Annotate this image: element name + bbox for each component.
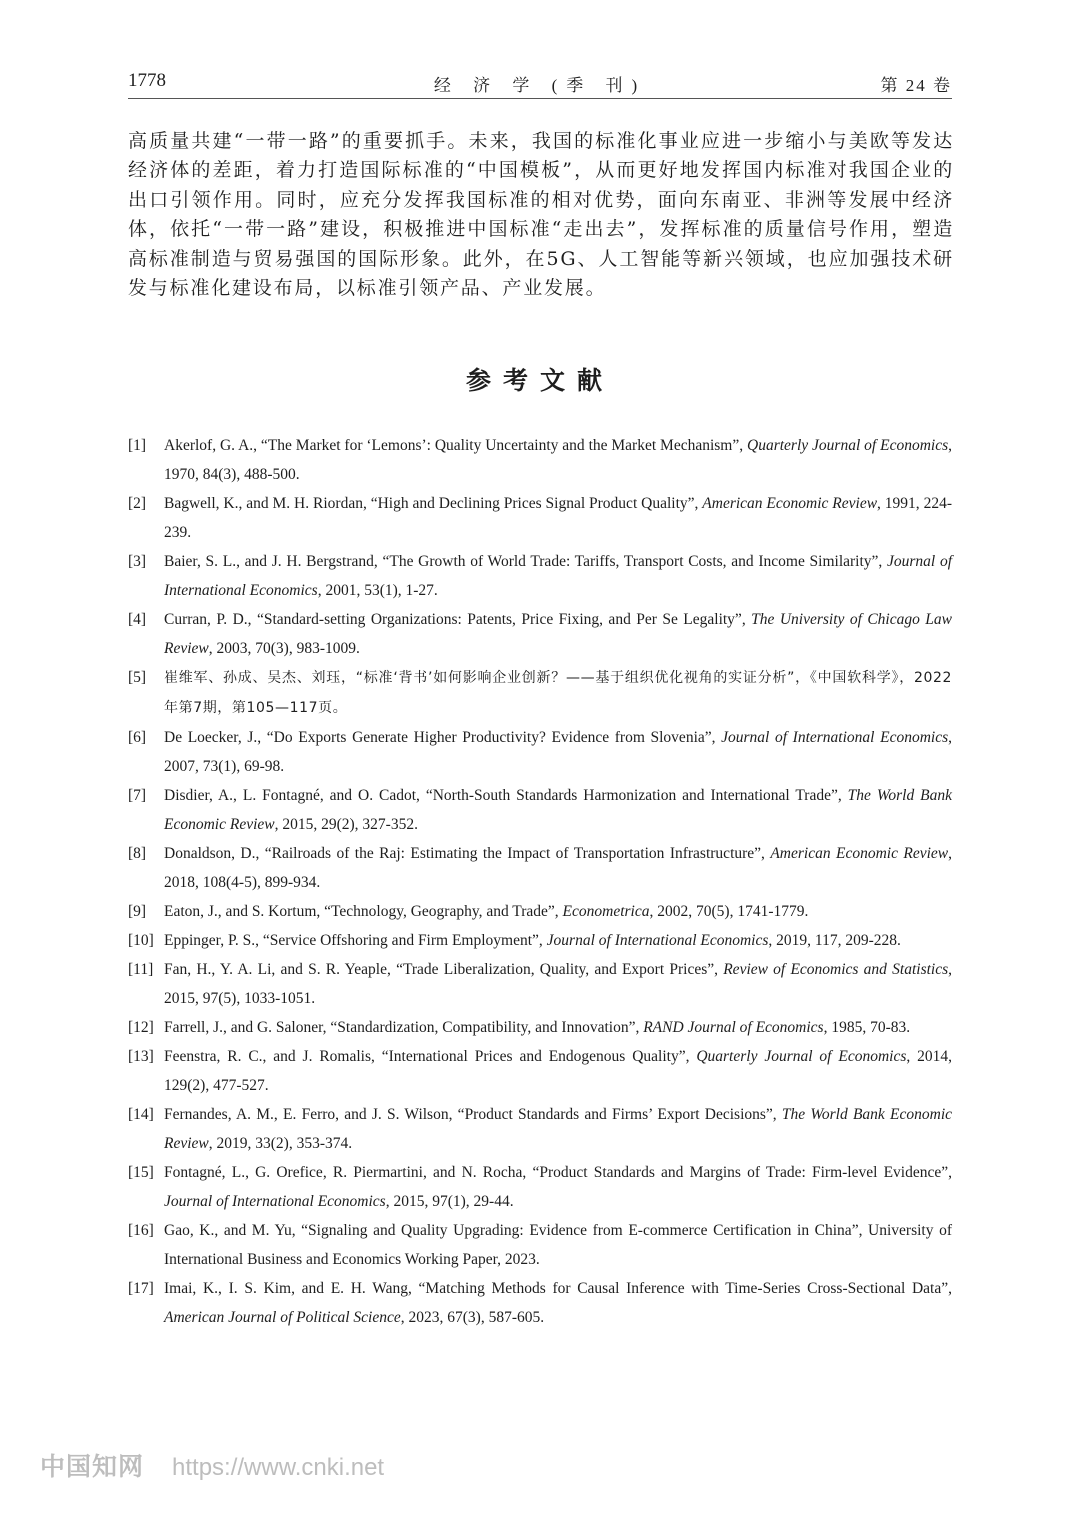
reference-tail: , 2019, 117, 209-228. <box>768 932 901 949</box>
reference-item <box>128 489 952 547</box>
reference-number: [12] <box>128 1019 154 1036</box>
reference-text: 崔维军、孙成、吴杰、刘珏，“标准‘背书’如何影响企业创新？——基于组织优化视角的实证分析”，《中国软科学》，2022年第7期，第105—117页。 <box>164 670 952 716</box>
reference-number: [13] <box>128 1048 154 1065</box>
reference-item <box>128 1274 952 1332</box>
reference-journal: American Economic Review <box>702 495 878 512</box>
reference-item <box>128 723 952 781</box>
reference-journal: The World Bank Economic Review <box>164 787 952 833</box>
reference-text: Fernandes, A. M., E. Ferro, and J. S. Wilson, “Product Standards and Firms’ Export Decisions”, <box>164 1106 782 1123</box>
reference-tail: , 2001, 53(1), 1-27. <box>317 582 438 599</box>
reference-journal: Journal of International Economics <box>546 932 769 949</box>
body-paragraph: 高质量共建“一带一路”的重要抓手。未来，我国的标准化事业应进一步缩小与美欧等发达经济体的差距，着力打造国际标准的“中国模板”，从而更好地发挥国内标准对我国企业的出口引领作用。同时，应充分发挥我国标准的相对优势，面向东南亚、非洲等发展中经济体，依托“一带一路”建设，积极推进中国标准“走出去”，发挥标准的质量信号作用，塑造高标准制造与贸易强国的国际形象。此外，在5G、人工智能等新兴领域，也应加强技术研发与标准化建设布局，以标准引领产品、产业发展。 <box>128 130 954 300</box>
page-number: 1778 <box>128 70 166 91</box>
reference-number: [7] <box>128 787 147 804</box>
reference-number: [8] <box>128 845 147 862</box>
cnki-watermark <box>40 1447 384 1483</box>
reference-text: Imai, K., I. S. Kim, and E. H. Wang, “Matching Methods for Causal Inference with Time-Series Cross-Sectional Data”, <box>164 1280 952 1297</box>
reference-item <box>128 1158 952 1216</box>
reference-tail: , 2015, 97(1), 29-44. <box>385 1193 514 1210</box>
reference-text: Curran, P. D., “Standard-setting Organizations: Patents, Price Fixing, and Per Se Legality”, <box>164 611 752 628</box>
reference-journal: Quarterly Journal of Economics <box>696 1048 907 1065</box>
reference-journal: American Economic Review <box>770 845 949 862</box>
running-header <box>128 68 952 99</box>
reference-text: Eaton, J., and S. Kortum, “Technology, Geography, and Trade”, <box>164 903 563 920</box>
reference-number: [3] <box>128 553 147 570</box>
reference-text: Eppinger, P. S., “Service Offshoring and Firm Employment”, <box>164 932 547 949</box>
watermark-name: 中国知网 <box>40 1452 145 1481</box>
reference-tail: , 2003, 70(3), 983-1009. <box>208 640 360 657</box>
reference-item <box>128 781 952 839</box>
reference-tail: , 1991, 224-239. <box>164 495 952 541</box>
reference-text: Donaldson, D., “Railroads of the Raj: Estimating the Impact of Transportation Infrastructure”, <box>164 845 771 862</box>
reference-number: [9] <box>128 903 147 920</box>
reference-journal: Econometrica <box>562 903 650 920</box>
reference-number: [16] <box>128 1222 154 1239</box>
reference-number: [5] <box>128 669 147 686</box>
volume-label: 第 24 卷 <box>880 76 952 95</box>
reference-item <box>128 1013 952 1042</box>
reference-list <box>128 431 952 1332</box>
reference-number: [17] <box>128 1280 154 1297</box>
reference-item <box>128 663 952 723</box>
reference-text: Gao, K., and M. Yu, “Signaling and Quality Upgrading: Evidence from E-commerce Certification in China”, University of International Business and Economics Working Paper, 2023. <box>164 1222 952 1268</box>
reference-journal: American Journal of Political Science <box>164 1309 401 1326</box>
reference-tail: , 1985, 70-83. <box>823 1019 911 1036</box>
reference-tail: , 2014, 129(2), 477-527. <box>164 1048 952 1094</box>
reference-journal: Review of Economics and Statistics <box>723 961 949 978</box>
reference-journal: Journal of International Economics <box>164 1193 386 1210</box>
reference-journal: The University of Chicago Law Review <box>164 611 952 657</box>
reference-text: Fontagné, L., G. Orefice, R. Piermartini, and N. Rocha, “Product Standards and Margins of Trade: Firm-level Evidence”, <box>164 1164 952 1181</box>
reference-text: De Loecker, J., “Do Exports Generate Higher Productivity? Evidence from Slovenia”, <box>164 729 722 746</box>
reference-number: [11] <box>128 961 154 978</box>
reference-item <box>128 605 952 663</box>
reference-journal: Journal of International Economics <box>164 553 953 599</box>
reference-number: [4] <box>128 611 147 628</box>
reference-tail: , 2018, 108(4-5), 899-934. <box>164 845 952 891</box>
journal-title: 经 济 学 (季 刊) <box>433 76 647 95</box>
reference-tail: , 2019, 33(2), 353-374. <box>208 1135 353 1152</box>
reference-journal: Quarterly Journal of Economics <box>747 437 949 454</box>
reference-tail: , 2015, 97(5), 1033-1051. <box>164 961 952 1007</box>
reference-tail: , 2002, 70(5), 1741-1779. <box>649 903 809 920</box>
reference-item <box>128 1042 952 1100</box>
reference-number: [15] <box>128 1164 154 1181</box>
reference-item <box>128 955 952 1013</box>
reference-item <box>128 1100 952 1158</box>
reference-item <box>128 926 952 955</box>
reference-number: [10] <box>128 932 154 949</box>
watermark-url: https://www.cnki.net <box>172 1454 385 1481</box>
reference-text: Feenstra, R. C., and J. Romalis, “International Prices and Endogenous Quality”, <box>164 1048 697 1065</box>
reference-tail: , 2023, 67(3), 587-605. <box>400 1309 545 1326</box>
reference-number: [1] <box>128 437 147 454</box>
reference-number: [14] <box>128 1106 154 1123</box>
reference-tail: , 2015, 29(2), 327-352. <box>274 816 418 833</box>
references-heading: 参考文献 <box>465 366 614 395</box>
reference-item <box>128 431 952 489</box>
reference-text: Baier, S. L., and J. H. Bergstrand, “The Growth of World Trade: Tariffs, Transport Costs, and Income Similarity”, <box>164 553 888 570</box>
reference-text: Disdier, A., L. Fontagné, and O. Cadot, “North-South Standards Harmonization and International Trade”, <box>164 787 848 804</box>
reference-item <box>128 897 952 926</box>
reference-journal: Journal of International Economics <box>721 729 949 746</box>
reference-text: Akerlof, G. A., “The Market for ‘Lemons’: Quality Uncertainty and the Market Mechanism”, <box>164 437 748 454</box>
reference-journal: The World Bank Economic Review <box>164 1106 953 1152</box>
reference-tail: , 2007, 73(1), 69-98. <box>164 729 952 775</box>
reference-item <box>128 1216 952 1274</box>
reference-journal: RAND Journal of Economics <box>643 1019 824 1036</box>
reference-number: [6] <box>128 729 147 746</box>
reference-text: Farrell, J., and G. Saloner, “Standardization, Compatibility, and Innovation”, <box>164 1019 644 1036</box>
reference-number: [2] <box>128 495 147 512</box>
reference-item <box>128 547 952 605</box>
reference-item <box>128 839 952 897</box>
reference-text: Bagwell, K., and M. H. Riordan, “High and Declining Prices Signal Product Quality”, <box>164 495 703 512</box>
reference-tail: , 1970, 84(3), 488-500. <box>164 437 952 483</box>
reference-text: Fan, H., Y. A. Li, and S. R. Yeaple, “Trade Liberalization, Quality, and Export Prices”, <box>164 961 724 978</box>
